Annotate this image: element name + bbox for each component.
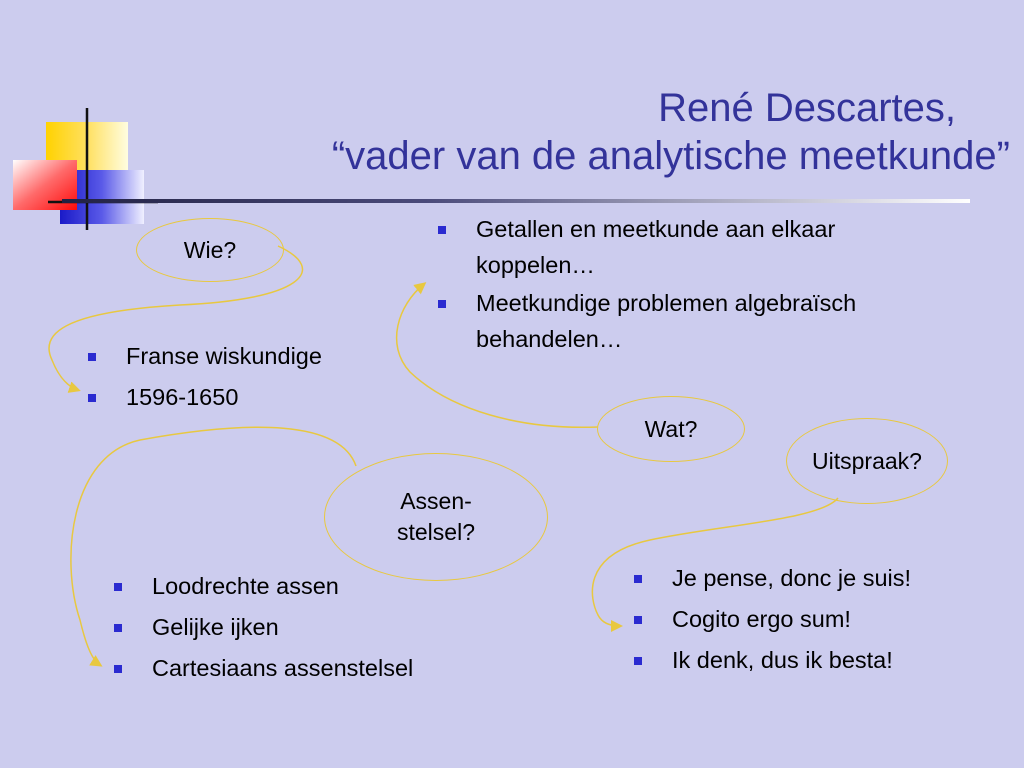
uitspraak-oval-label: Uitspraak? [812, 447, 922, 474]
assenstelsel-oval-line-1: Assen- [400, 488, 472, 514]
assenstelsel-list [114, 566, 413, 689]
title-line-1: René Descartes, [658, 86, 956, 130]
list-item: Franse wiskundige [88, 336, 322, 377]
wat-list [438, 211, 958, 359]
list-item: Meetkundige problemen algebraïsch behandelen… [438, 285, 958, 357]
list-item: 1596-1650 [88, 377, 322, 418]
list-item: Je pense, donc je suis! [634, 558, 911, 599]
list-item: Getallen en meetkunde aan elkaar koppelen… [438, 211, 958, 283]
list-item: Cogito ergo sum! [634, 599, 911, 640]
list-item: Loodrechte assen [114, 566, 413, 607]
wat-oval [597, 396, 745, 462]
wie-oval-label: Wie? [183, 236, 237, 263]
wie-list [88, 336, 322, 418]
assenstelsel-oval-line-2: stelsel? [397, 519, 475, 545]
list-item: Gelijke ijken [114, 607, 413, 648]
list-item: Cartesiaans assenstelsel [114, 648, 413, 689]
list-item: Ik denk, dus ik besta! [634, 640, 911, 681]
wat-oval-label: Wat? [644, 415, 698, 442]
title-line-2: “vader van de analytische meetkunde” [331, 134, 1010, 178]
wie-oval [136, 218, 284, 282]
uitspraak-oval [786, 418, 948, 504]
uitspraak-list [634, 558, 911, 681]
assenstelsel-oval [324, 453, 548, 581]
